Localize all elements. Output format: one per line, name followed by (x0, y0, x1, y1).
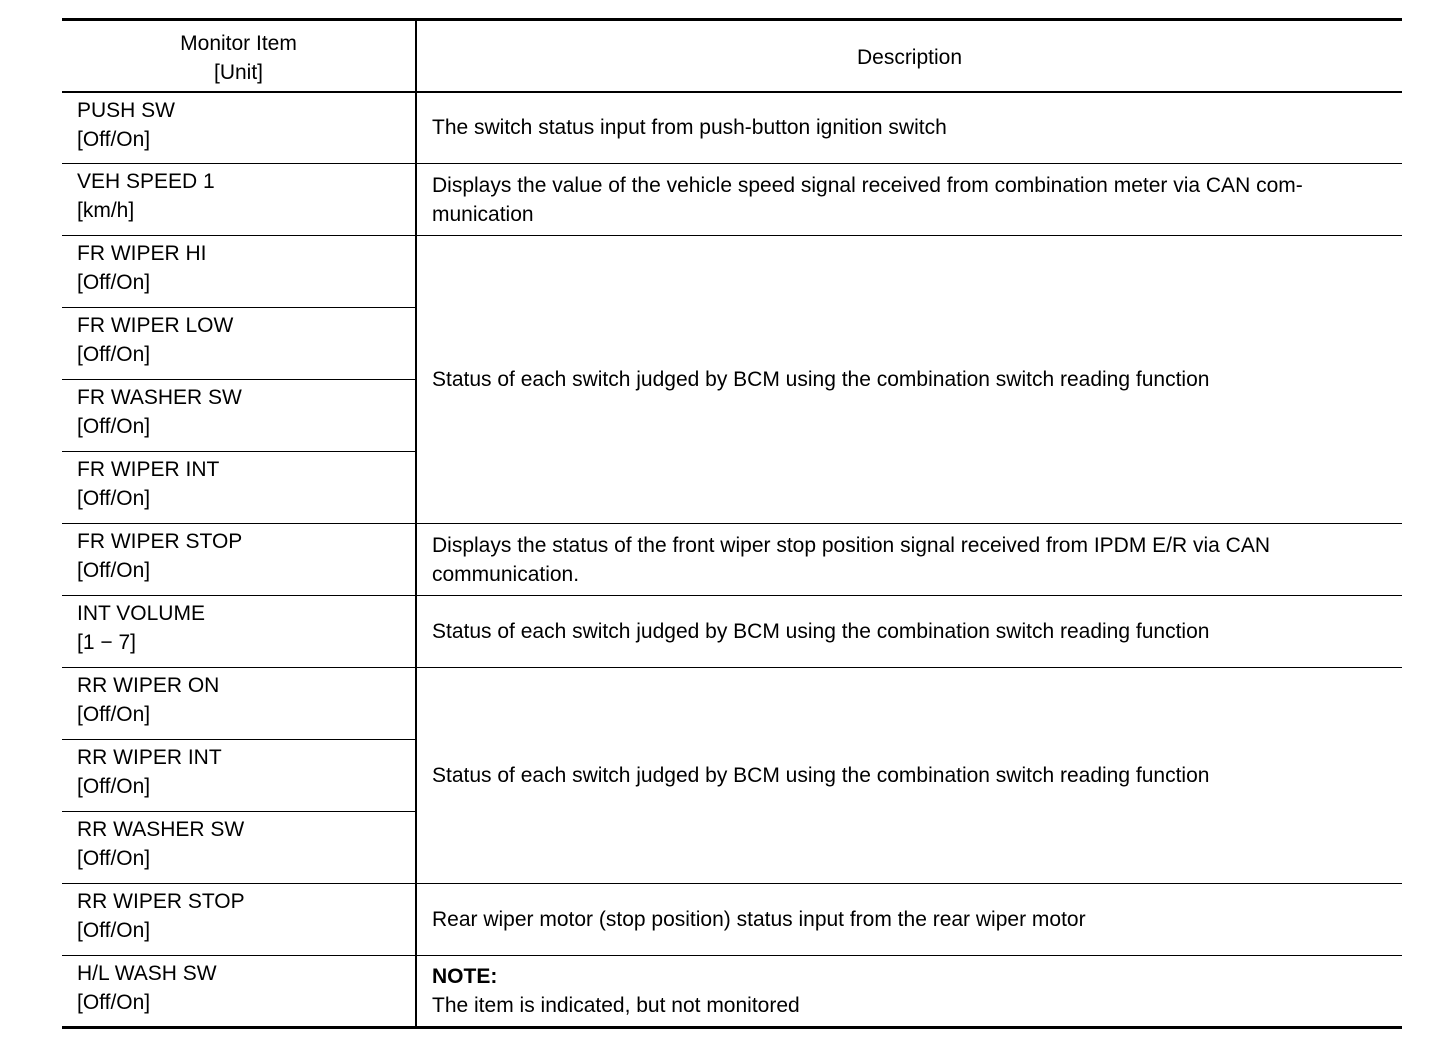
description-cell: The switch status input from push-button ignition switch (416, 92, 1402, 164)
monitor-item-cell (62, 668, 416, 740)
table-row (62, 164, 1402, 236)
description-cell-fr-switches: Status of each switch judged by BCM using the combination switch reading function (416, 236, 1402, 524)
table-row (62, 884, 1402, 956)
description-cell: Status of each switch judged by BCM using the combination switch reading function (416, 596, 1402, 668)
monitor-item-cell (62, 740, 416, 812)
table-row (62, 596, 1402, 668)
monitor-item-cell (62, 308, 416, 380)
item-unit: [Off/On] (77, 919, 151, 942)
monitor-item-cell (62, 524, 416, 596)
item-name: FR WIPER STOP (77, 530, 243, 553)
description-line: communication. (432, 562, 580, 586)
monitor-item-cell (62, 812, 416, 884)
item-unit: [Off/On] (77, 415, 151, 438)
monitor-item-cell (62, 596, 416, 668)
description-line: munication (432, 202, 534, 226)
table-row (62, 524, 1402, 596)
monitor-item-cell (62, 236, 416, 308)
item-unit: [Off/On] (77, 775, 151, 798)
item-unit: [Off/On] (77, 559, 151, 582)
table-row (62, 668, 1402, 740)
table-row (62, 92, 1402, 164)
monitor-item-table (62, 18, 1402, 1029)
item-name: FR WIPER INT (77, 458, 220, 481)
item-unit: [Off/On] (77, 487, 151, 510)
item-name: RR WIPER ON (77, 674, 220, 697)
monitor-item-cell (62, 956, 416, 1028)
table-row (62, 956, 1402, 1028)
item-unit: [Off/On] (77, 271, 151, 294)
item-unit: [Off/On] (77, 127, 151, 151)
monitor-item-cell (62, 884, 416, 956)
header-unit-label: [Unit] (213, 60, 263, 84)
item-name: FR WIPER HI (77, 242, 207, 265)
item-unit: [1 − 7] (77, 631, 136, 654)
item-name: H/L WASH SW (77, 962, 217, 985)
item-name: PUSH SW (77, 98, 176, 122)
description-cell-rr-switches: Status of each switch judged by BCM using the combination switch reading function (416, 668, 1402, 884)
monitor-item-cell (62, 92, 416, 164)
description-cell (416, 164, 1402, 236)
description-cell (416, 956, 1402, 1028)
item-name: RR WASHER SW (77, 818, 245, 841)
monitor-item-cell (62, 452, 416, 524)
item-unit: [Off/On] (77, 343, 151, 366)
description-cell: Rear wiper motor (stop position) status input from the rear wiper motor (416, 884, 1402, 956)
monitor-item-cell (62, 380, 416, 452)
header-monitor-item-label: Monitor Item (180, 31, 297, 55)
note-text: The item is indicated, but not monitored (432, 994, 800, 1017)
item-name: RR WIPER STOP (77, 890, 245, 913)
note-label: NOTE: (432, 965, 498, 988)
monitor-item-cell (62, 164, 416, 236)
item-name: FR WIPER LOW (77, 314, 234, 337)
table-header-row (62, 20, 1402, 92)
item-name: VEH SPEED 1 (77, 170, 215, 193)
description-line: Displays the value of the vehicle speed signal received from combination meter via CAN com- (432, 173, 1303, 197)
description-cell (416, 524, 1402, 596)
item-name: RR WIPER INT (77, 746, 222, 769)
item-unit: [Off/On] (77, 847, 151, 870)
item-name: FR WASHER SW (77, 386, 242, 409)
table-row (62, 236, 1402, 308)
header-monitor-item (62, 20, 416, 92)
item-unit: [km/h] (77, 199, 135, 222)
description-line: Displays the status of the front wiper stop position signal received from IPDM E/R via CAN (432, 533, 1271, 557)
item-unit: [Off/On] (77, 991, 151, 1014)
item-name: INT VOLUME (77, 602, 205, 625)
item-unit: [Off/On] (77, 703, 151, 726)
header-description: Description (416, 20, 1402, 92)
